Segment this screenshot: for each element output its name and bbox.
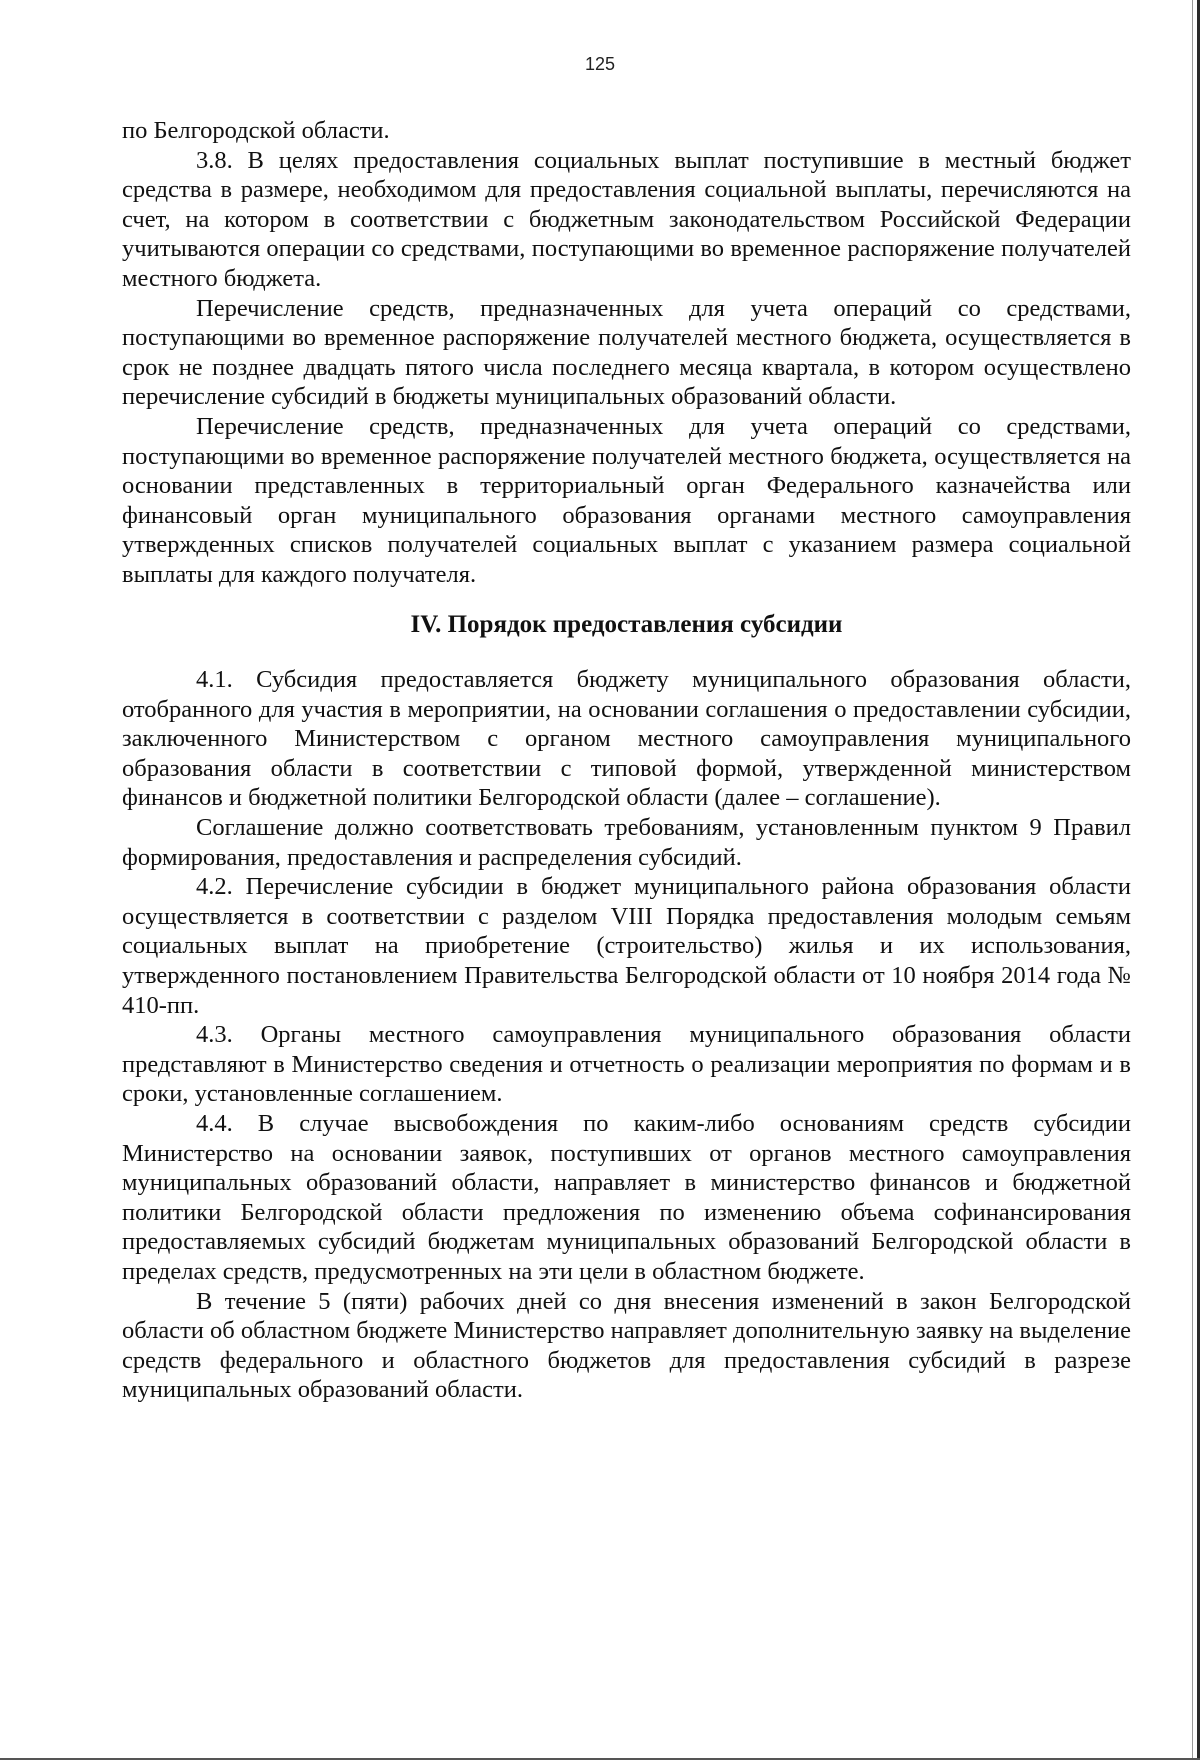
paragraph-transfer-deadline: Перечисление средств, предназначенных для учета операций со средствами, поступающими во временное распоряжение получателей местного бюджета, осуществляется в срок не позднее двадцать пятого числа последнего месяца квартала, в котором осуществлено перечисление субсидий в бюджеты муниципальных образований области. (122, 294, 1131, 411)
paragraph-4-3: 4.3. Органы местного самоуправления муниципального образования области представляют в Министерство сведения и отчетность о реализации мероприятия по формам и в сроки, установленные соглашением. (122, 1021, 1131, 1108)
paragraph-transfer-basis: Перечисление средств, предназначенных для учета операций со средствами, поступающими во временное распоряжение получателей местного бюджета, осуществляется на основании представленных в территориальный орган Федерального казначейства или финансовый орган муниципального образования органами местного самоуправления утвержденных списков получателей социальных выплат с указанием размера социальной выплаты для каждого получателя. (122, 412, 1131, 588)
section-heading: IV. Порядок предоставления субсидии (410, 610, 843, 638)
paragraph-agreement-requirements: Соглашение должно соответствовать требованиям, установленным пунктом 9 Правил формирования, предоставления и распределения субсидий. (122, 814, 1131, 871)
paragraph-continuation: по Белгородской области. (122, 117, 390, 144)
paragraph-4-2: 4.2. Перечисление субсидии в бюджет муниципального района образования области осуществляется в соответствии с разделом VIII Порядка предоставления молодым семьям социальных выплат на приобретение (строительство) жилья и их использования, утвержденного постановлением Правительства Белгородской области от 10 ноября 2014 года № 410-пп. (122, 873, 1131, 1019)
paragraph-4-4: 4.4. В случае высвобождения по каким-либо основаниям средств субсидии Министерство на основании заявок, поступивших от органов местного самоуправления муниципальных образований области, направляет в министерство финансов и бюджетной политики Белгородской области предложения по изменению объема софинансирования предоставляемых субсидий бюджетам муниципальных образований Белгородской области в пределах средств, предусмотренных на эти цели в областном бюджете. (122, 1110, 1131, 1285)
page-number: 125 (584, 54, 616, 74)
paragraph-4-1: 4.1. Субсидия предоставляется бюджету муниципального образования области, отобранного для участия в мероприятии, на основании соглашения о предоставлении субсидии, заключенного Министерством с органом местного самоуправления муниципального образования области в соответствии с типовой формой, утвержденной министерством финансов и бюджетной политики Белгородской области (далее – соглашение). (122, 666, 1131, 812)
paragraph-3-8: 3.8. В целях предоставления социальных выплат поступившие в местный бюджет средства в размере, необходимом для предоставления социальной выплаты, перечисляются на счет, на котором в соответствии с бюджетным законодательством Российской Федерации учитываются операции со средствами, поступающими во временное распоряжение получателей местного бюджета. (122, 146, 1131, 292)
scan-edge-thin (1192, 0, 1193, 1760)
paragraph-additional-request: В течение 5 (пяти) рабочих дней со дня внесения изменений в закон Белгородской области об областном бюджете Министерство направляет дополнительную заявку на выделение средств федерального и областного бюджетов для предоставления субсидий в разрезе муниципальных образований области. (122, 1287, 1131, 1404)
document-body (122, 116, 1131, 1405)
